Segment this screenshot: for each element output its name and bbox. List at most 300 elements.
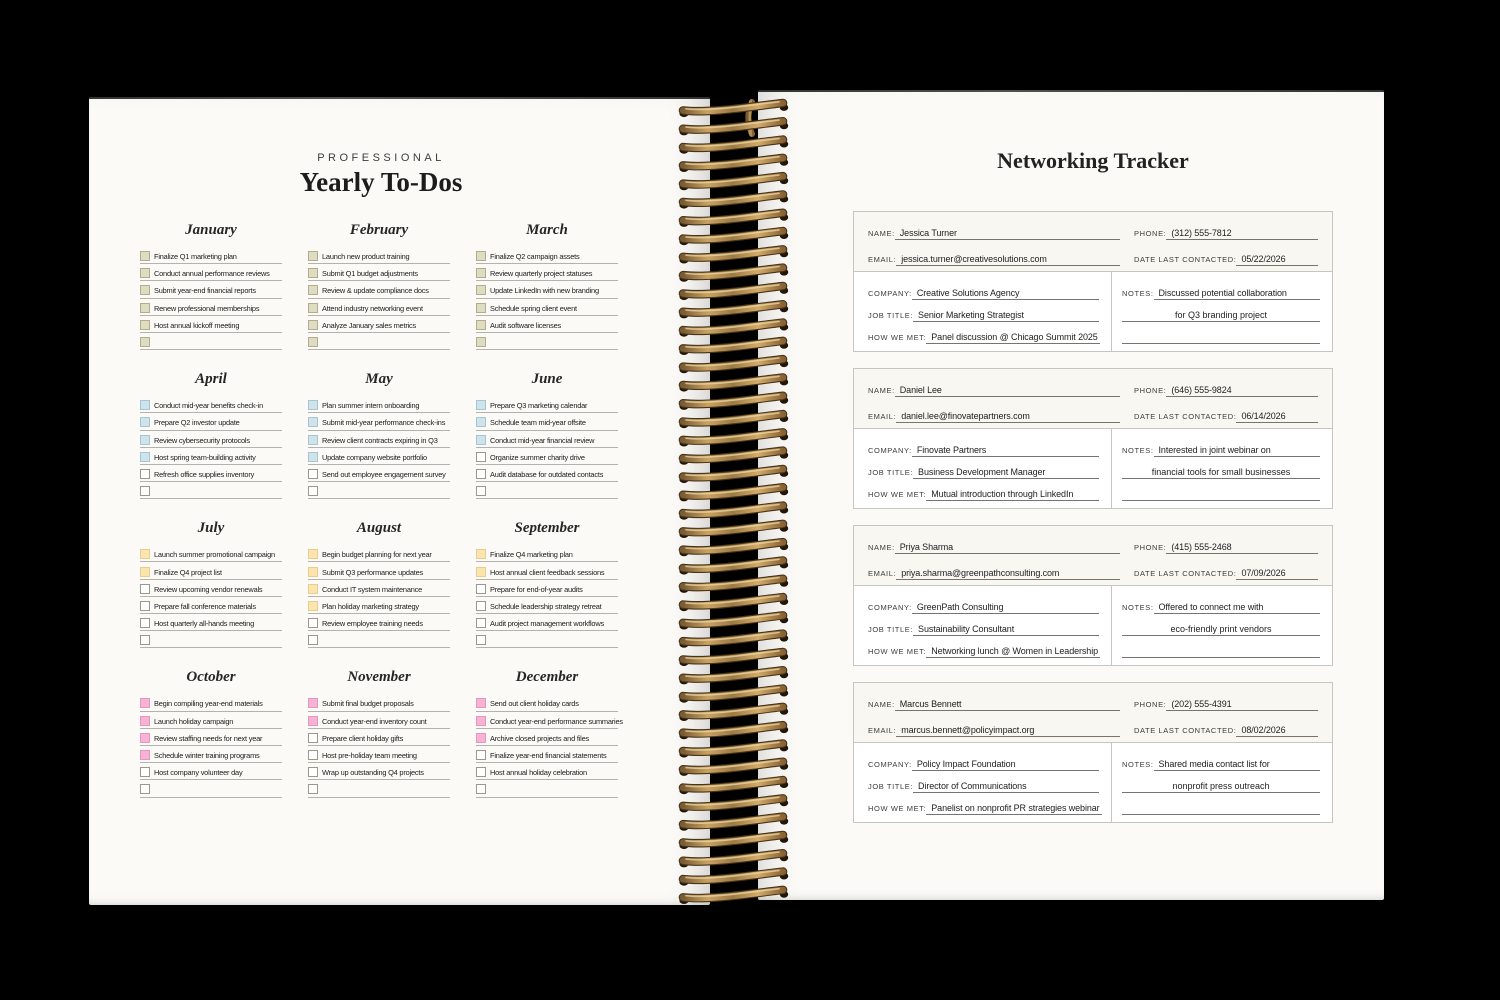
name-label: NAME: xyxy=(868,700,895,709)
todo-list xyxy=(140,694,282,797)
month-title: June xyxy=(531,371,563,388)
checkbox-icon[interactable] xyxy=(308,337,318,347)
phone-value: (312) 555-7812 xyxy=(1166,228,1318,240)
todo-item-row xyxy=(140,580,282,597)
todo-text: Conduct mid-year financial review xyxy=(490,435,595,445)
todo-text: Plan summer intern onboarding xyxy=(322,401,420,411)
todo-item-row xyxy=(476,614,618,631)
month-block xyxy=(308,371,450,499)
date-last-contacted-value: 08/02/2026 xyxy=(1236,725,1318,737)
date-last-contacted-field xyxy=(1134,718,1318,737)
month-title: May xyxy=(365,371,393,388)
company-value: Creative Solutions Agency xyxy=(912,288,1099,300)
notes-value-line2: nonprofit press outreach xyxy=(1122,773,1320,793)
checkbox-icon[interactable] xyxy=(476,251,486,261)
notes-empty-line xyxy=(1122,324,1320,344)
email-field xyxy=(868,561,1120,580)
checkbox-icon[interactable] xyxy=(308,469,318,479)
checkbox-icon[interactable] xyxy=(476,567,486,577)
month-title: September xyxy=(514,520,580,537)
month-block xyxy=(140,669,282,797)
todo-text: Host spring team-building activity xyxy=(154,452,256,462)
todo-text: Review upcoming vendor renewals xyxy=(154,584,263,594)
todo-text: Submit Q1 budget adjustments xyxy=(322,269,418,279)
todo-text: Update LinkedIn with new branding xyxy=(490,286,599,296)
todo-list xyxy=(476,247,618,350)
checkbox-icon[interactable] xyxy=(140,750,150,760)
todo-item-row xyxy=(140,545,282,562)
contact-card xyxy=(853,525,1333,666)
company-value: Finovate Partners xyxy=(912,445,1099,457)
month-title: July xyxy=(197,520,225,537)
month-title: October xyxy=(186,669,236,686)
checkbox-icon[interactable] xyxy=(140,635,150,645)
todo-text: Send out employee engagement survey xyxy=(322,469,446,479)
notes-label: NOTES: xyxy=(1122,760,1154,769)
email-label: EMAIL: xyxy=(868,412,897,421)
month-block xyxy=(476,371,618,499)
checkbox-icon[interactable] xyxy=(140,452,150,462)
todo-item-row xyxy=(140,780,282,797)
email-field xyxy=(868,247,1120,266)
todo-item-row xyxy=(308,763,450,780)
name-field xyxy=(868,535,1120,554)
todo-item-row xyxy=(308,413,450,430)
date-last-contacted-value: 07/09/2026 xyxy=(1236,568,1318,580)
notes-label: NOTES: xyxy=(1122,289,1154,298)
job-title-value: Business Development Manager xyxy=(913,467,1099,479)
todo-text: Archive closed projects and files xyxy=(490,733,589,743)
checkbox-icon[interactable] xyxy=(140,767,150,777)
checkbox-icon[interactable] xyxy=(140,486,150,496)
checkbox-icon[interactable] xyxy=(308,584,318,594)
todo-item-row xyxy=(308,299,450,316)
checkbox-icon[interactable] xyxy=(308,435,318,445)
left-page xyxy=(89,97,710,905)
todo-item-row xyxy=(476,631,618,648)
todo-text: Begin compiling year-end materials xyxy=(154,699,263,709)
todo-text: Conduct year-end inventory count xyxy=(322,716,427,726)
todo-item-row xyxy=(476,729,618,746)
todo-text: Audit software licenses xyxy=(490,320,561,330)
checkbox-icon[interactable] xyxy=(476,452,486,462)
phone-field xyxy=(1134,221,1318,240)
right-page xyxy=(758,90,1384,900)
company-label: COMPANY: xyxy=(868,289,912,298)
notes-field xyxy=(1122,438,1320,457)
checkbox-icon[interactable] xyxy=(476,784,486,794)
company-field xyxy=(868,752,1099,771)
email-value: priya.sharma@greenpathconsulting.com xyxy=(896,568,1120,580)
checkbox-icon[interactable] xyxy=(308,285,318,295)
month-block xyxy=(308,669,450,797)
todo-text: Host annual kickoff meeting xyxy=(154,320,240,330)
checkbox-icon[interactable] xyxy=(308,767,318,777)
name-value: Marcus Bennett xyxy=(895,699,1120,711)
todo-text: Send out client holiday cards xyxy=(490,699,579,709)
checkbox-icon[interactable] xyxy=(476,320,486,330)
todo-item-row xyxy=(308,465,450,482)
month-title: February xyxy=(349,222,409,238)
checkbox-icon[interactable] xyxy=(140,698,150,708)
todo-text: Review quarterly project statuses xyxy=(490,269,593,279)
checkbox-icon[interactable] xyxy=(476,733,486,743)
todo-text: Refresh office supplies inventory xyxy=(154,469,255,479)
todo-item-row xyxy=(476,562,618,579)
checkbox-icon[interactable] xyxy=(308,486,318,496)
todo-item-row xyxy=(476,264,618,281)
month-title: August xyxy=(356,520,402,537)
checkbox-icon[interactable] xyxy=(476,469,486,479)
checkbox-icon[interactable] xyxy=(308,733,318,743)
checkbox-icon[interactable] xyxy=(308,303,318,313)
notes-field xyxy=(1122,752,1320,771)
todo-item-row xyxy=(476,333,618,350)
month-title: January xyxy=(185,222,237,238)
todo-text: Prepare Q2 investor update xyxy=(154,418,240,428)
checkbox-icon[interactable] xyxy=(476,285,486,295)
checkbox-icon[interactable] xyxy=(140,435,150,445)
job-title-label: JOB TITLE: xyxy=(868,311,914,320)
todo-item-row xyxy=(140,281,282,298)
todo-list xyxy=(476,694,623,797)
todo-text: Review staffing needs for next year xyxy=(154,733,263,743)
job-title-field xyxy=(868,617,1099,636)
notes-value-line1: Offered to connect me with xyxy=(1154,602,1320,614)
spiral-binding-icon xyxy=(676,94,794,906)
job-title-value: Sustainability Consultant xyxy=(913,624,1099,636)
todo-item-row xyxy=(308,482,450,499)
todo-text: Conduct year-end performance summaries xyxy=(490,716,623,726)
checkbox-icon[interactable] xyxy=(476,635,486,645)
checkbox-icon[interactable] xyxy=(308,268,318,278)
checkbox-icon[interactable] xyxy=(308,750,318,760)
checkbox-icon[interactable] xyxy=(476,337,486,347)
checkbox-icon[interactable] xyxy=(308,417,318,427)
todo-list xyxy=(140,247,282,350)
todo-item-row xyxy=(308,264,450,281)
checkbox-icon[interactable] xyxy=(476,435,486,445)
todo-item-row xyxy=(308,247,450,264)
date-last-contacted-value: 06/14/2026 xyxy=(1236,411,1318,423)
checkbox-icon[interactable] xyxy=(140,303,150,313)
todo-item-row xyxy=(140,694,282,711)
todo-text: Begin budget planning for next year xyxy=(322,550,432,560)
contact-card xyxy=(853,211,1333,352)
date-last-contacted-label: DATE LAST CONTACTED: xyxy=(1134,726,1237,735)
todo-item-row xyxy=(140,763,282,780)
how-we-met-value: Mutual introduction through LinkedIn xyxy=(926,489,1099,501)
todo-item-row xyxy=(308,316,450,333)
month-block xyxy=(308,520,450,648)
todo-item-row xyxy=(476,281,618,298)
todo-text: Prepare client holiday gifts xyxy=(322,733,404,743)
email-field xyxy=(868,404,1120,423)
date-last-contacted-field xyxy=(1134,247,1318,266)
checkbox-icon[interactable] xyxy=(476,400,486,410)
todo-item-row xyxy=(476,597,618,614)
todo-item-row xyxy=(476,396,618,413)
company-field xyxy=(868,438,1099,457)
email-value: daniel.lee@finovatepartners.com xyxy=(896,411,1120,423)
todo-list xyxy=(140,545,282,648)
phone-value: (415) 555-2468 xyxy=(1166,542,1318,554)
todo-item-row xyxy=(308,545,450,562)
todo-text: Schedule team mid-year offsite xyxy=(490,418,586,428)
todo-item-row xyxy=(476,694,618,711)
todo-text: Finalize year-end financial statements xyxy=(490,751,607,761)
todo-item-row xyxy=(476,299,618,316)
notes-label: NOTES: xyxy=(1122,446,1154,455)
checkbox-icon[interactable] xyxy=(476,486,486,496)
notes-value-line1: Shared media contact list for xyxy=(1154,759,1320,771)
todo-text: Prepare fall conference materials xyxy=(154,601,256,611)
how-we-met-label: HOW WE MET: xyxy=(868,333,927,342)
todo-text: Organize summer charity drive xyxy=(490,452,585,462)
todo-text: Finalize Q2 campaign assets xyxy=(490,252,580,262)
checkbox-icon[interactable] xyxy=(140,601,150,611)
todo-item-row xyxy=(140,729,282,746)
todo-text: Analyze January sales metrics xyxy=(322,320,417,330)
checkbox-icon[interactable] xyxy=(476,601,486,611)
todo-text: Renew professional memberships xyxy=(154,303,260,313)
checkbox-icon[interactable] xyxy=(140,584,150,594)
todo-text: Review & update compliance docs xyxy=(322,286,429,296)
todo-item-row xyxy=(308,712,450,729)
checkbox-icon[interactable] xyxy=(308,567,318,577)
todo-item-row xyxy=(140,448,282,465)
month-title: March xyxy=(526,222,568,238)
checkbox-icon[interactable] xyxy=(308,320,318,330)
todo-list xyxy=(308,396,450,499)
todo-item-row xyxy=(140,482,282,499)
job-title-label: JOB TITLE: xyxy=(868,782,914,791)
company-label: COMPANY: xyxy=(868,603,912,612)
checkbox-icon[interactable] xyxy=(140,549,150,559)
how-we-met-label: HOW WE MET: xyxy=(868,490,927,499)
todo-item-row xyxy=(308,694,450,711)
notes-value-line1: Interested in joint webinar on xyxy=(1154,445,1320,457)
how-we-met-value: Panelist on nonprofit PR strategies webinar xyxy=(926,803,1101,815)
notes-empty-line xyxy=(1122,481,1320,501)
todo-item-row xyxy=(140,631,282,648)
todo-text: Schedule winter training programs xyxy=(154,751,260,761)
todo-text: Launch holiday campaign xyxy=(154,716,234,726)
checkbox-icon[interactable] xyxy=(308,635,318,645)
checkbox-icon[interactable] xyxy=(476,584,486,594)
todo-item-row xyxy=(476,780,618,797)
checkbox-icon[interactable] xyxy=(140,716,150,726)
todo-list xyxy=(308,545,450,648)
company-label: COMPANY: xyxy=(868,760,912,769)
job-title-field xyxy=(868,460,1099,479)
todo-text: Launch new product training xyxy=(322,252,410,262)
phone-label: PHONE: xyxy=(1134,543,1167,552)
checkbox-icon[interactable] xyxy=(140,337,150,347)
todo-item-row xyxy=(308,431,450,448)
todo-item-row xyxy=(140,465,282,482)
checkbox-icon[interactable] xyxy=(140,417,150,427)
todo-text: Wrap up outstanding Q4 projects xyxy=(322,768,424,778)
email-label: EMAIL: xyxy=(868,569,897,578)
checkbox-icon[interactable] xyxy=(308,400,318,410)
name-field xyxy=(868,378,1120,397)
email-label: EMAIL: xyxy=(868,255,897,264)
job-title-value: Director of Communications xyxy=(913,781,1099,793)
checkbox-icon[interactable] xyxy=(476,549,486,559)
month-block xyxy=(476,669,623,797)
todo-item-row xyxy=(308,281,450,298)
checkbox-icon[interactable] xyxy=(140,784,150,794)
checkbox-icon[interactable] xyxy=(140,320,150,330)
todo-text: Host company volunteer day xyxy=(154,768,243,778)
todo-item-row xyxy=(140,413,282,430)
checkbox-icon[interactable] xyxy=(140,567,150,577)
notes-empty-line xyxy=(1122,638,1320,658)
contact-identity-section xyxy=(854,369,1332,429)
todo-item-row xyxy=(476,316,618,333)
todo-list xyxy=(308,247,450,350)
checkbox-icon[interactable] xyxy=(140,400,150,410)
todo-item-row xyxy=(308,729,450,746)
checkbox-icon[interactable] xyxy=(308,452,318,462)
month-block xyxy=(140,520,282,648)
checkbox-icon[interactable] xyxy=(476,618,486,628)
todo-text: Review cybersecurity protocols xyxy=(154,435,250,445)
checkbox-icon[interactable] xyxy=(476,417,486,427)
month-block xyxy=(476,222,618,350)
todo-item-row xyxy=(140,614,282,631)
job-title-value: Senior Marketing Strategist xyxy=(913,310,1099,322)
checkbox-icon[interactable] xyxy=(476,303,486,313)
checkbox-icon[interactable] xyxy=(140,251,150,261)
checkbox-icon[interactable] xyxy=(308,251,318,261)
todo-text: Update company website portfolio xyxy=(322,452,427,462)
todo-text: Finalize Q4 project list xyxy=(154,567,222,577)
networking-tracker-title: Networking Tracker xyxy=(997,148,1189,173)
checkbox-icon[interactable] xyxy=(308,549,318,559)
email-value: jessica.turner@creativesolutions.com xyxy=(896,254,1120,266)
page-title: Yearly To-Dos xyxy=(299,167,463,197)
notes-value-line2: financial tools for small businesses xyxy=(1122,459,1320,479)
todo-item-row xyxy=(308,746,450,763)
todo-text: Schedule spring client event xyxy=(490,303,577,313)
how-we-met-field xyxy=(868,796,1099,815)
todo-text: Prepare for end-of-year audits xyxy=(490,584,583,594)
contact-cards xyxy=(853,211,1333,823)
month-title: April xyxy=(195,371,227,388)
contact-card xyxy=(853,682,1333,823)
month-block xyxy=(140,371,282,499)
checkbox-icon[interactable] xyxy=(140,469,150,479)
notes-value-line1: Discussed potential collaboration xyxy=(1154,288,1320,300)
todo-item-row xyxy=(140,712,282,729)
todo-text: Submit year-end financial reports xyxy=(154,286,256,296)
contact-identity-section xyxy=(854,526,1332,586)
todo-text: Submit Q3 performance updates xyxy=(322,567,424,577)
todo-item-row xyxy=(476,545,618,562)
checkbox-icon[interactable] xyxy=(308,618,318,628)
how-we-met-value: Panel discussion @ Chicago Summit 2025 xyxy=(926,332,1099,344)
todo-item-row xyxy=(476,431,618,448)
notes-empty-line xyxy=(1122,795,1320,815)
how-we-met-label: HOW WE MET: xyxy=(868,804,927,813)
todo-text: Conduct IT system maintenance xyxy=(322,584,423,594)
month-block xyxy=(140,222,282,350)
todo-item-row xyxy=(308,597,450,614)
checkbox-icon[interactable] xyxy=(476,750,486,760)
phone-label: PHONE: xyxy=(1134,229,1167,238)
todo-item-row xyxy=(140,562,282,579)
contact-detail-section xyxy=(854,743,1332,822)
todo-item-row xyxy=(308,614,450,631)
checkbox-icon[interactable] xyxy=(308,784,318,794)
todo-list xyxy=(140,396,282,499)
checkbox-icon[interactable] xyxy=(140,733,150,743)
todo-text: Review employee training needs xyxy=(322,619,423,629)
checkbox-icon[interactable] xyxy=(476,767,486,777)
contact-detail-section xyxy=(854,429,1332,508)
company-field xyxy=(868,281,1099,300)
checkbox-icon[interactable] xyxy=(140,268,150,278)
checkbox-icon[interactable] xyxy=(308,698,318,708)
checkbox-icon[interactable] xyxy=(140,618,150,628)
job-title-label: JOB TITLE: xyxy=(868,468,914,477)
checkbox-icon[interactable] xyxy=(476,698,486,708)
todo-item-row xyxy=(476,413,618,430)
todo-item-row xyxy=(140,333,282,350)
checkbox-icon[interactable] xyxy=(476,268,486,278)
todo-item-row xyxy=(308,448,450,465)
checkbox-icon[interactable] xyxy=(308,601,318,611)
months-grid xyxy=(140,222,623,798)
how-we-met-label: HOW WE MET: xyxy=(868,647,927,656)
name-value: Jessica Turner xyxy=(895,228,1120,240)
todo-list xyxy=(308,694,450,797)
checkbox-icon[interactable] xyxy=(476,716,486,726)
todo-item-row xyxy=(476,580,618,597)
email-label: EMAIL: xyxy=(868,726,897,735)
date-last-contacted-field xyxy=(1134,404,1318,423)
todo-text: Plan holiday marketing strategy xyxy=(322,601,419,611)
todo-item-row xyxy=(476,746,618,763)
todo-text: Submit mid-year performance check-ins xyxy=(322,418,446,428)
todo-text: Host pre-holiday team meeting xyxy=(322,751,417,761)
contact-identity-section xyxy=(854,683,1332,743)
todo-item-row xyxy=(140,746,282,763)
todo-text: Submit final budget proposals xyxy=(322,699,414,709)
todo-text: Host annual client feedback sessions xyxy=(490,567,605,577)
date-last-contacted-label: DATE LAST CONTACTED: xyxy=(1134,255,1237,264)
company-value: GreenPath Consulting xyxy=(912,602,1099,614)
notes-value-line2: for Q3 branding project xyxy=(1122,302,1320,322)
company-label: COMPANY: xyxy=(868,446,912,455)
phone-value: (202) 555-4391 xyxy=(1166,699,1318,711)
todo-item-row xyxy=(140,431,282,448)
checkbox-icon[interactable] xyxy=(308,716,318,726)
notes-field xyxy=(1122,281,1320,300)
date-last-contacted-label: DATE LAST CONTACTED: xyxy=(1134,412,1237,421)
phone-value: (646) 555-9824 xyxy=(1166,385,1318,397)
todo-item-row xyxy=(308,580,450,597)
todo-item-row xyxy=(140,316,282,333)
month-title: December xyxy=(515,669,579,686)
phone-label: PHONE: xyxy=(1134,700,1167,709)
todo-item-row xyxy=(308,631,450,648)
todo-text: Host annual holiday celebration xyxy=(490,768,587,778)
checkbox-icon[interactable] xyxy=(140,285,150,295)
todo-item-row xyxy=(476,465,618,482)
